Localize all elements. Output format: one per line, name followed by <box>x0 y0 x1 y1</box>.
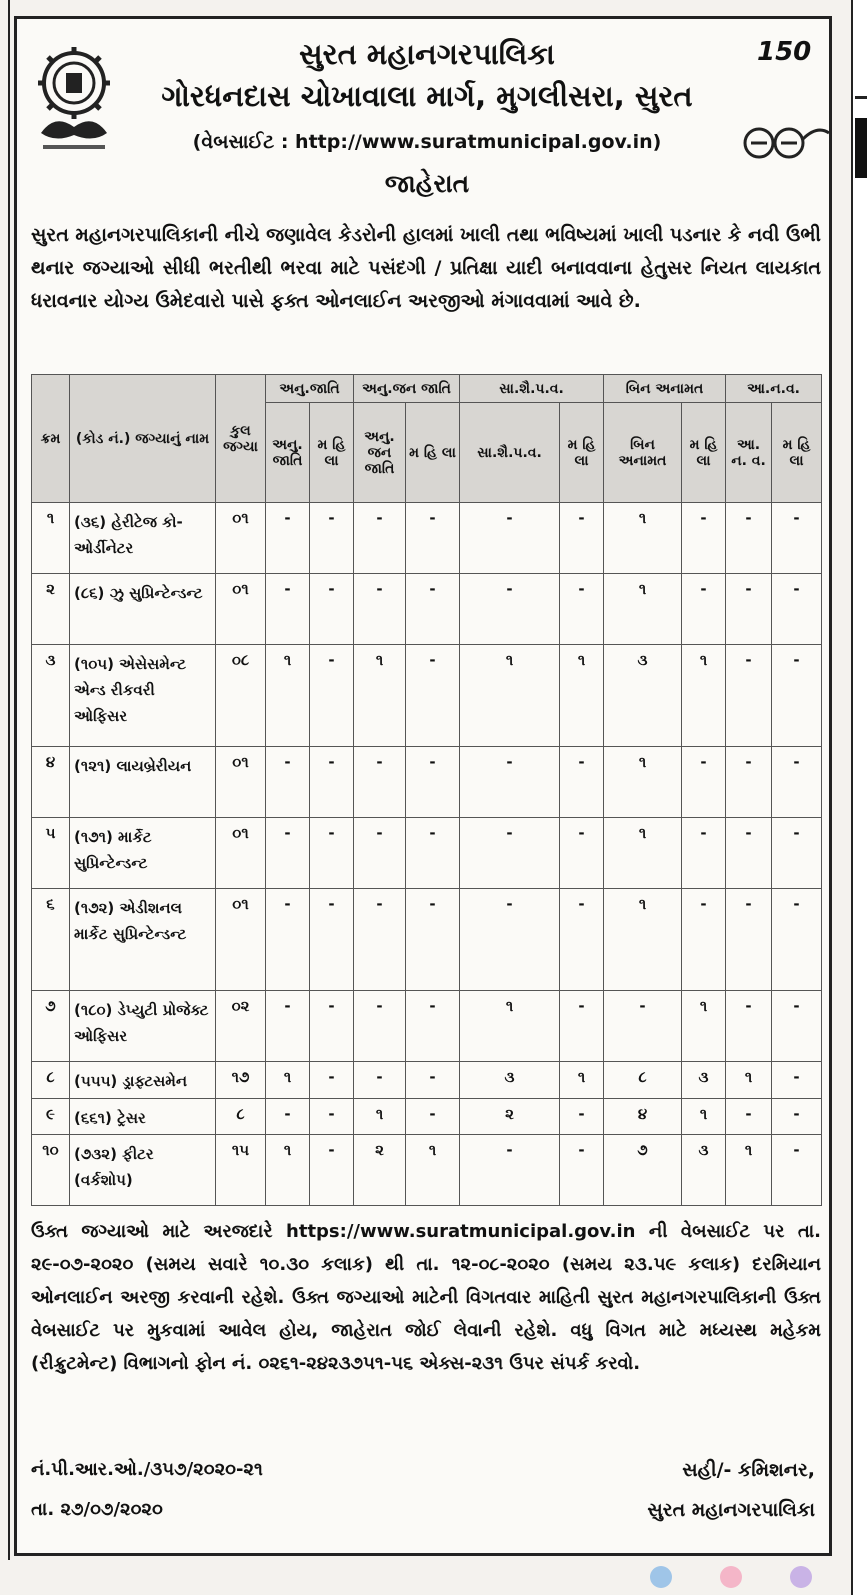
cell-open-female: ૧ <box>682 644 726 746</box>
cell-total: ૦૧ <box>216 817 266 888</box>
cell-st-female: - <box>406 644 460 746</box>
page-edge-right <box>851 0 867 1595</box>
cell-ews-female: - <box>772 644 822 746</box>
org-address: ગોરધનદાસ ચોખાવાલા માર્ગ, મુગલીસરા, સુરત <box>161 79 693 113</box>
cell-ews-female: - <box>772 888 822 990</box>
cell-open: ૧ <box>604 888 682 990</box>
cell-open-female: - <box>682 888 726 990</box>
cell-st: ૧ <box>354 1098 406 1135</box>
col-open: બિન અનામત <box>604 375 726 403</box>
cell-st: ૧ <box>354 644 406 746</box>
cell-sr: ૩ <box>32 644 70 746</box>
cell-total: ૦૧ <box>216 888 266 990</box>
cell-total: ૮ <box>216 1098 266 1135</box>
cell-post: (૬૬૧) ટ્રેસર <box>70 1098 216 1135</box>
cell-open-female: ૧ <box>682 1098 726 1135</box>
cell-st-female: - <box>406 1098 460 1135</box>
col-sr: ક્રમ <box>32 375 70 503</box>
cell-sebc: - <box>460 747 560 818</box>
reference-number: નં.પી.આર.ઓ./૩૫૭/૨૦૨૦-૨૧ <box>31 1459 263 1480</box>
cell-st: - <box>354 888 406 990</box>
col-sc-female: મ હિ લા <box>310 403 354 503</box>
smc-emblem-icon <box>35 37 113 157</box>
cell-open: ૧ <box>604 503 682 574</box>
cell-ews-female: - <box>772 1135 822 1206</box>
cell-open: ૩ <box>604 644 682 746</box>
cell-post: (૧૨૧) લાયબ્રેરીયન <box>70 747 216 818</box>
org-website: (વેબસાઈટ : http://www.suratmunicipal.gov.in) <box>192 131 662 153</box>
cell-open: ૧ <box>604 817 682 888</box>
col-sebc-female: મ હિ લા <box>560 403 604 503</box>
col-sebc-general: સા.શૈ.પ.વ. <box>460 403 560 503</box>
cell-sc: - <box>266 1098 310 1135</box>
cell-ews: - <box>726 644 772 746</box>
cell-sr: ૮ <box>32 1062 70 1099</box>
cell-st-female: - <box>406 573 460 644</box>
cell-post: (૧૮૦) ડેપ્યુટી પ્રોજેક્ટ ઓફિસર <box>70 991 216 1062</box>
table-row <box>32 817 822 888</box>
cell-sc: - <box>266 817 310 888</box>
table-row <box>32 503 822 574</box>
cell-open: ૪ <box>604 1098 682 1135</box>
cell-sebc: ૧ <box>460 644 560 746</box>
cell-total: ૦૨ <box>216 991 266 1062</box>
cell-open-female: - <box>682 747 726 818</box>
col-open-female: મ હિ લા <box>682 403 726 503</box>
cell-st: - <box>354 573 406 644</box>
cell-sebc-female: ૧ <box>560 644 604 746</box>
cell-ews: - <box>726 888 772 990</box>
notice-title: જાહેરાત <box>384 169 470 198</box>
table-row <box>32 644 822 746</box>
cell-sebc: ૧ <box>460 991 560 1062</box>
cell-sc: - <box>266 747 310 818</box>
cell-st: ૨ <box>354 1135 406 1206</box>
col-total: કુલ જગ્યા <box>216 375 266 503</box>
cell-total: ૦૮ <box>216 644 266 746</box>
col-st-female: મ હિ લા <box>406 403 460 503</box>
cell-st-female: - <box>406 991 460 1062</box>
cell-ews-female: - <box>772 573 822 644</box>
col-ews: આ.ન.વ. <box>726 375 822 403</box>
cell-sc-female: - <box>310 991 354 1062</box>
decor-dot-purple <box>790 1566 812 1588</box>
cell-sebc: - <box>460 573 560 644</box>
reference-date: તા. ૨૭/૦૭/૨૦૨૦ <box>31 1499 163 1520</box>
cell-sebc: - <box>460 817 560 888</box>
cell-sc: ૧ <box>266 1135 310 1206</box>
org-title: સુરત મહાનગરપાલિકા <box>299 37 555 71</box>
cell-st-female: ૧ <box>406 1135 460 1206</box>
cell-st: - <box>354 1062 406 1099</box>
cell-ews: - <box>726 573 772 644</box>
cell-sr: ૯ <box>32 1098 70 1135</box>
cell-sc: - <box>266 503 310 574</box>
cell-sebc: ૩ <box>460 1062 560 1099</box>
cell-ews-female: - <box>772 991 822 1062</box>
cell-total: ૦૧ <box>216 503 266 574</box>
decor-dot-blue <box>650 1566 672 1588</box>
cell-sebc-female: - <box>560 503 604 574</box>
cell-ews: - <box>726 1098 772 1135</box>
cell-ews: ૧ <box>726 1135 772 1206</box>
cell-st-female: - <box>406 1062 460 1099</box>
cell-post: (૮૬) ઝુ સુપ્રિન્ટેન્ડન્ટ <box>70 573 216 644</box>
intro-paragraph: સુરત મહાનગરપાલિકાની નીચે જણાવેલ કેડરોની હાલમાં ખાલી તથા ભવિષ્યમાં ખાલી પડનાર કે નવી ઉભી થનાર જગ્યાઓ સીધી ભરતીથી ભરવા માટે પસંદગી / પ્રતિક્ષા યાદી બનાવવાના હેતુસર નિયત લાયકાત ધરાવનાર યોગ્ય ઉમેદવારો પાસે ફક્ત ઓનલાઈન અરજીઓ મંગાવવામાં આવે છે. <box>31 224 821 312</box>
cell-sc-female: - <box>310 1135 354 1206</box>
col-open-general: બિન અનામત <box>604 403 682 503</box>
cell-sebc-female: ૧ <box>560 1062 604 1099</box>
col-sc-general: અનુ. જાતિ <box>266 403 310 503</box>
col-st: અનુ.જન જાતિ <box>354 375 460 403</box>
cell-st-female: - <box>406 888 460 990</box>
cell-sc: - <box>266 573 310 644</box>
cell-open: ૮ <box>604 1062 682 1099</box>
cell-st: - <box>354 747 406 818</box>
cell-sc-female: - <box>310 747 354 818</box>
cell-sc-female: - <box>310 888 354 990</box>
anniversary-text: 150 <box>757 37 812 67</box>
cell-st-female: - <box>406 747 460 818</box>
cell-sc-female: - <box>310 503 354 574</box>
notice-box <box>14 16 832 1556</box>
col-sc: અનુ.જાતિ <box>266 375 354 403</box>
cell-sc-female: - <box>310 573 354 644</box>
cell-sc-female: - <box>310 817 354 888</box>
table-row <box>32 888 822 990</box>
page-edge-left <box>0 0 10 1560</box>
cell-total: ૧૭ <box>216 1062 266 1099</box>
cell-sc-female: - <box>310 1098 354 1135</box>
vacancy-table <box>31 374 822 1206</box>
anniversary-logo <box>739 31 829 171</box>
table-row <box>32 1098 822 1135</box>
cell-ews: - <box>726 503 772 574</box>
cell-sr: ૧ <box>32 503 70 574</box>
cell-open-female: - <box>682 817 726 888</box>
cell-sebc: - <box>460 888 560 990</box>
cell-sebc-female: - <box>560 573 604 644</box>
cell-total: ૦૧ <box>216 747 266 818</box>
col-sebc: સા.શૈ.પ.વ. <box>460 375 604 403</box>
cell-open-female: - <box>682 503 726 574</box>
signature-org: સુરત મહાનગરપાલિકા <box>647 1499 815 1521</box>
cell-sebc-female: - <box>560 1098 604 1135</box>
cell-open: ૧ <box>604 573 682 644</box>
cell-sebc-female: - <box>560 747 604 818</box>
cell-st: - <box>354 817 406 888</box>
cell-ews-female: - <box>772 1098 822 1135</box>
cell-st: - <box>354 503 406 574</box>
cell-total: ૦૧ <box>216 573 266 644</box>
cell-sebc: ૨ <box>460 1098 560 1135</box>
table-row <box>32 573 822 644</box>
cell-sr: ૨ <box>32 573 70 644</box>
neighbor-column-bar <box>855 118 867 178</box>
vacancy-table-body <box>32 503 822 1206</box>
cell-sebc-female: - <box>560 817 604 888</box>
cell-sebc-female: - <box>560 991 604 1062</box>
neighbor-column-frame <box>855 0 867 99</box>
col-st-general: અનુ. જન જાતિ <box>354 403 406 503</box>
cell-ews: - <box>726 817 772 888</box>
cell-post: (૧૦૫) એસેસમેન્ટ એન્ડ રીકવરી ઓફિસર <box>70 644 216 746</box>
table-row <box>32 1135 822 1206</box>
cell-open: - <box>604 991 682 1062</box>
cell-post: (૭૩૨) ફીટર (વર્કશોપ) <box>70 1135 216 1206</box>
cell-sc-female: - <box>310 644 354 746</box>
table-row <box>32 747 822 818</box>
cell-sr: ૧૦ <box>32 1135 70 1206</box>
signature-title: સહી/- કમિશનર, <box>682 1459 815 1481</box>
cell-open-female: ૩ <box>682 1062 726 1099</box>
table-row <box>32 1062 822 1099</box>
eye-glasses-icon <box>739 121 831 161</box>
cell-post: (૩૬) હેરીટેજ કો-ઓર્ડીનેટર <box>70 503 216 574</box>
cell-post: (૧૭૨) એડીશનલ માર્કેટ સુપ્રિન્ટેન્ડન્ટ <box>70 888 216 990</box>
cell-ews-female: - <box>772 503 822 574</box>
cell-sr: ૬ <box>32 888 70 990</box>
cell-post: (૧૭૧) માર્કેટ સુપ્રિન્ટેન્ડન્ટ <box>70 817 216 888</box>
cell-ews: - <box>726 747 772 818</box>
cell-st: - <box>354 991 406 1062</box>
cell-open: ૭ <box>604 1135 682 1206</box>
cell-st-female: - <box>406 817 460 888</box>
cell-sebc-female: - <box>560 888 604 990</box>
decor-dot-pink <box>720 1566 742 1588</box>
cell-sc: ૧ <box>266 644 310 746</box>
cell-sc: - <box>266 888 310 990</box>
table-header-row <box>32 375 822 403</box>
cell-total: ૧૫ <box>216 1135 266 1206</box>
cell-open-female: - <box>682 573 726 644</box>
cell-sr: ૭ <box>32 991 70 1062</box>
cell-sc: - <box>266 991 310 1062</box>
col-post: (કોડ નં.) જગ્યાનું નામ <box>70 375 216 503</box>
col-ews-female: મ હિ લા <box>772 403 822 503</box>
cell-sc: ૧ <box>266 1062 310 1099</box>
cell-ews: - <box>726 991 772 1062</box>
cell-sr: ૪ <box>32 747 70 818</box>
cell-open-female: ૧ <box>682 991 726 1062</box>
cell-sr: ૫ <box>32 817 70 888</box>
table-row <box>32 991 822 1062</box>
cell-sebc: - <box>460 503 560 574</box>
cell-open-female: ૩ <box>682 1135 726 1206</box>
cell-ews: ૧ <box>726 1062 772 1099</box>
col-ews-general: આ. ન. વ. <box>726 403 772 503</box>
cell-sc-female: - <box>310 1062 354 1099</box>
cell-ews-female: - <box>772 1062 822 1099</box>
cell-ews-female: - <box>772 747 822 818</box>
cell-st-female: - <box>406 503 460 574</box>
cell-sebc-female: - <box>560 1135 604 1206</box>
cell-ews-female: - <box>772 817 822 888</box>
cell-sebc: - <box>460 1135 560 1206</box>
cell-open: ૧ <box>604 747 682 818</box>
cell-post: (૫૫૫) ડ્રાફ્ટસમેન <box>70 1062 216 1099</box>
application-instructions: ઉક્ત જગ્યાઓ માટે અરજદારે https://www.suratmunicipal.gov.in ની વેબસાઈટ પર તા. ૨૯-૦૭-૨૦૨૦ (સમય સવારે ૧૦.૩૦ કલાક) થી તા. ૧૨-૦૮-૨૦૨૦ (સમય ૨૩.૫૯ કલાક) દરમિયાન ઓનલાઈન અરજી કરવાની રહેશે. ઉક્ત જગ્યાઓ માટેની વિગતવાર માહિતી સુરત મહાનગરપાલિકાની ઉક્ત વેબસાઈટ પર મુકવામાં આવેલ હોય, જાહેરાત જોઈ લેવાની રહેશે. વધુ વિગત માટે મધ્યસ્થ મહેકમ (રીક્રુટમેન્ટ) વિભાગનો ફોન નં. ૦૨૬૧-૨૪૨૩૭૫૧-૫૬ એક્સ-૨૩૧ ઉપર સંપર્ક કરવો. <box>31 1221 821 1374</box>
